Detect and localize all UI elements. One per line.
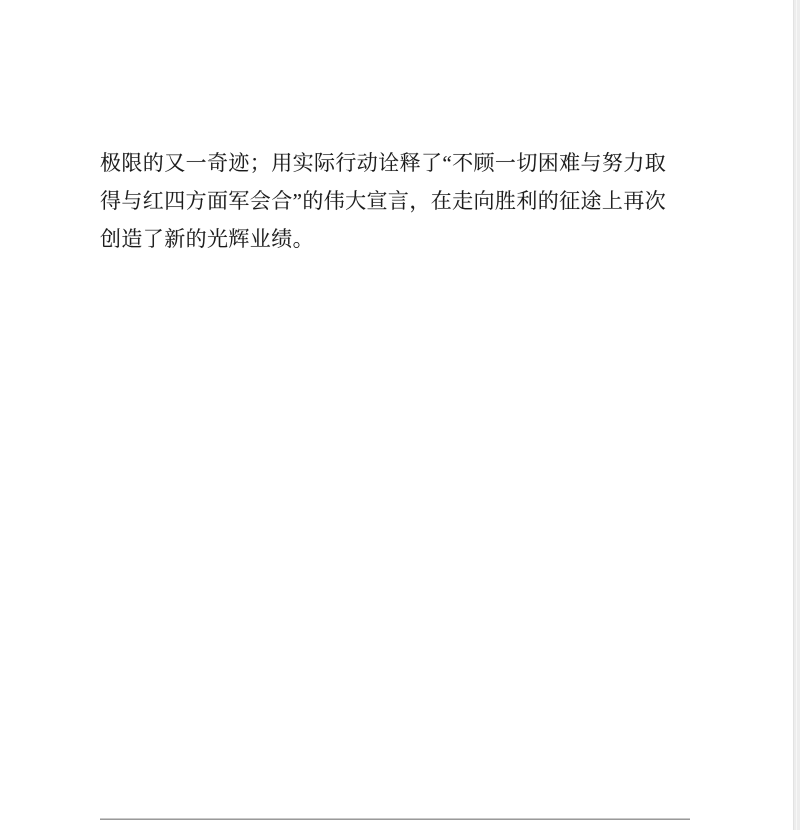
paragraph <box>100 144 682 258</box>
scrollbar-track[interactable] <box>793 0 800 830</box>
text-line-3: 创造了新的光辉业绩。 <box>100 227 314 251</box>
page-divider-rule <box>100 818 690 820</box>
text-line-1: 极限的又一奇迹；用实际行动诠释了“不顾一切困难与努力取 <box>100 151 667 175</box>
text-line-2: 得与红四方面军会合”的伟大宣言，在走向胜利的征途上再次 <box>100 189 667 213</box>
